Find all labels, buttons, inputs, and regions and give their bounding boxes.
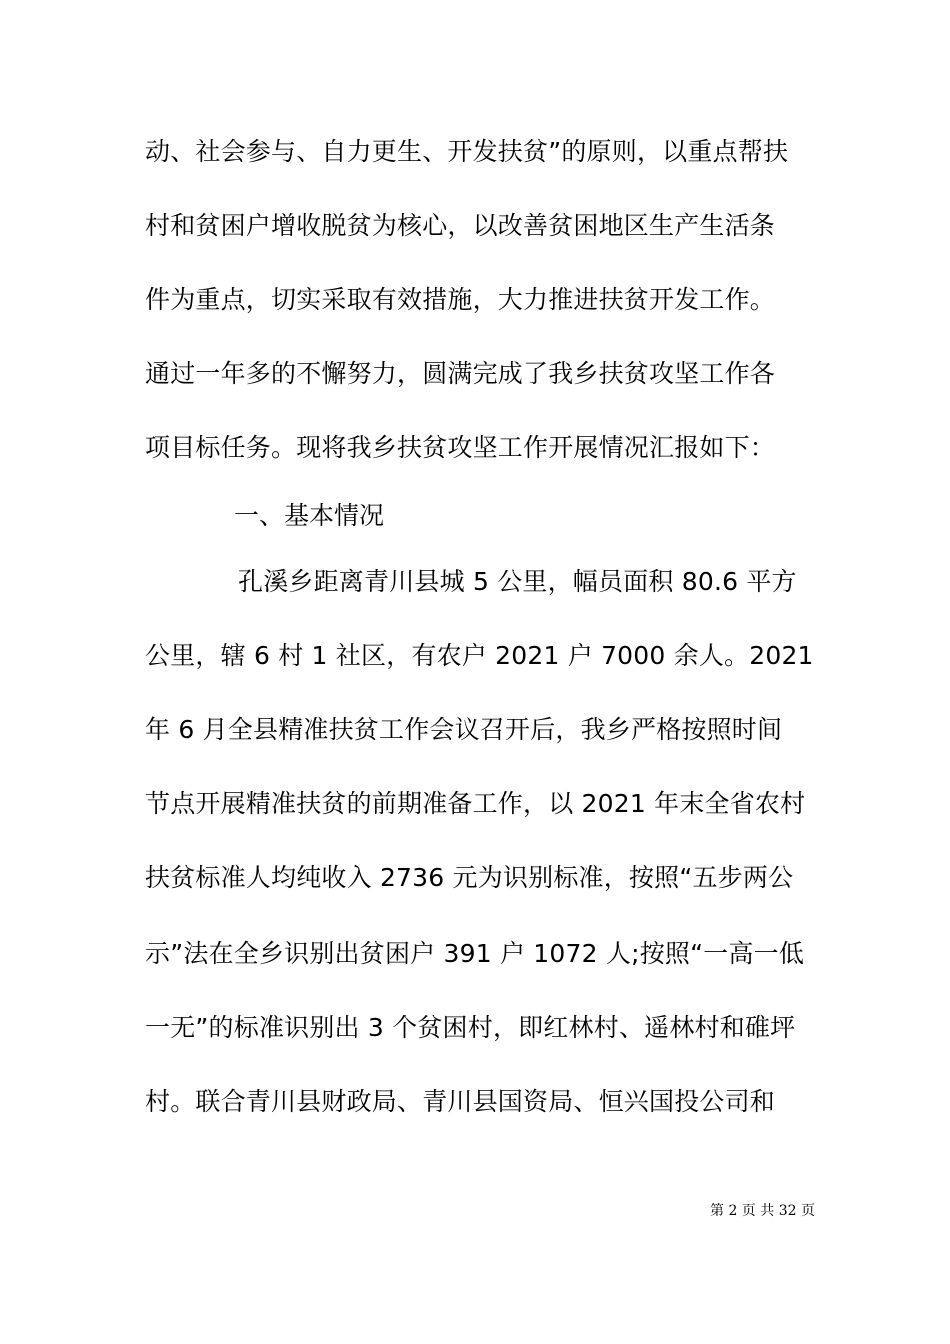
section-line-2: 公里，辖 6 村 1 社区，有农户 2021 户 7000 余人。2021 — [145, 641, 814, 670]
page-number: 第 2 页 共 32 页 — [710, 1203, 815, 1219]
section-line-1: 孔溪乡距离青川县城 5 公里，幅员面积 80.6 平方 — [238, 567, 797, 596]
body-line-1: 动、社会参与、自力更生、开发扶贫”的原则，以重点帮扶 — [145, 137, 789, 166]
section-line-7: 一无”的标准识别出 3 个贫困村，即红林村、遥林村和碓坪 — [145, 1013, 796, 1042]
body-line-2: 村和贫困户增收脱贫为核心，以改善贫困地区生产生活条 — [145, 211, 776, 240]
section-heading: 一、基本情况 — [234, 501, 385, 530]
section-line-8: 村。联合青川县财政局、青川县国资局、恒兴国投公司和 — [145, 1087, 776, 1116]
body-line-3: 件为重点，切实采取有效措施，大力推进扶贫开发工作。 — [145, 285, 776, 314]
body-line-5: 项目标任务。现将我乡扶贫攻坚工作开展情况汇报如下： — [145, 433, 776, 462]
body-line-4: 通过一年多的不懈努力，圆满完成了我乡扶贫攻坚工作各 — [145, 359, 776, 388]
section-line-3: 年 6 月全县精准扶贫工作会议召开后，我乡严格按照时间 — [145, 715, 783, 744]
section-line-6: 示”法在全乡识别出贫困户 391 户 1072 人;按照“一高一低 — [145, 939, 805, 968]
section-line-5: 扶贫标准人均纯收入 2736 元为识别标准，按照“五步两公 — [145, 863, 794, 892]
section-line-4: 节点开展精准扶贫的前期准备工作，以 2021 年末全省农村 — [145, 789, 806, 818]
